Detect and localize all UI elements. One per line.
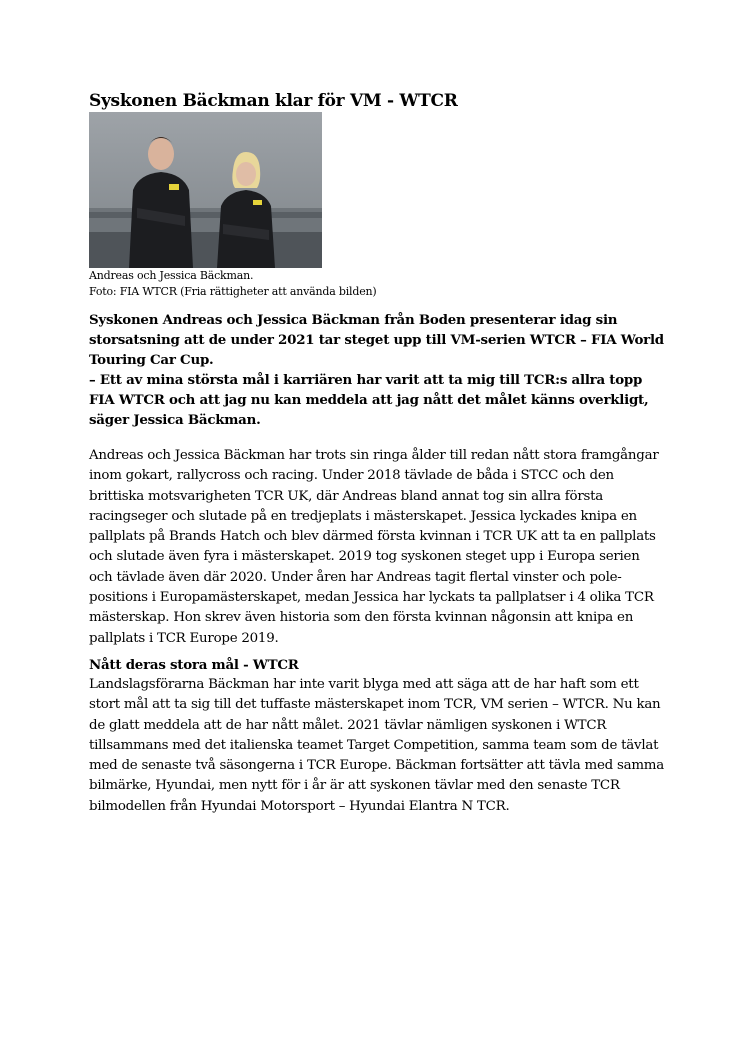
article-photo <box>89 112 322 268</box>
photo-caption-names: Andreas och Jessica Bäckman. <box>89 269 254 282</box>
lead-quote: – Ett av mina största mål i karriären har varit att ta mig till TCR:s allra topp FIA WTCR och att jag nu kan meddela att jag nått det målet känns overkligt, säger Jessica Bäckman. <box>89 372 649 428</box>
lead-section <box>89 310 664 430</box>
photo-illustration <box>89 112 322 268</box>
body-paragraph-1: Andreas och Jessica Bäckman har trots sin ringa ålder till redan nått stora framgångar inom gokart, rallycross och racing. Under 2018 tävlade de båda i STCC och den brittiska motsvarigheten TCR UK, där Andreas bland annat tog sin allra första racingseger och slutade på en tredjeplats i mästerskapet. Jessica lyckades knipa en pallplats på Brands Hatch och blev därmed första kvinnan i TCR UK att ta en pallplats och slutade även fyra i mästerskapet. 2019 tog syskonen steget upp i Europa serien och tävlade även där 2020. Under åren har Andreas tagit flertal vinster och pole-positions i Europamästerskapet, medan Jessica har lyckats ta pallplatser i 4 olika TCR mästerskap. Hon skrev även historia som den första kvinnan någonsin att knipa en pallplats i TCR Europe 2019. <box>89 448 659 646</box>
subheading: Nått deras stora mål - WTCR <box>89 656 299 673</box>
photo-caption-credit: Foto: FIA WTCR (Fria rättigheter att använda bilden) <box>89 285 377 298</box>
body-paragraph-2: Landslagsförarna Bäckman har inte varit blyga med att säga att de har haft som ett stort mål att ta sig till det tuffaste mästerskapet inom TCR, VM serien – WTCR. Nu kan de glatt meddela att de har nått målet. 2021 tävlar nämligen syskonen i WTCR tillsammans med det italienska teamet Target Competition, samma team som de tävlat med de senaste två säsongerna i TCR Europe. Bäckman fortsätter att tävla med samma bilmärke, Hyundai, men nytt för i år är att syskonen tävlar med den senaste TCR bilmodellen från Hyundai Motorsport – Hyundai Elantra N TCR. <box>89 676 664 814</box>
photo-caption <box>89 268 664 300</box>
article-title: Syskonen Bäckman klar för VM - WTCR <box>89 91 458 111</box>
article <box>89 90 664 817</box>
lead-paragraph: Syskonen Andreas och Jessica Bäckman från Boden presenterar idag sin storsatsning att de under 2021 tar steget upp till VM-serien WTCR – FIA World Touring Car Cup. <box>89 312 664 368</box>
